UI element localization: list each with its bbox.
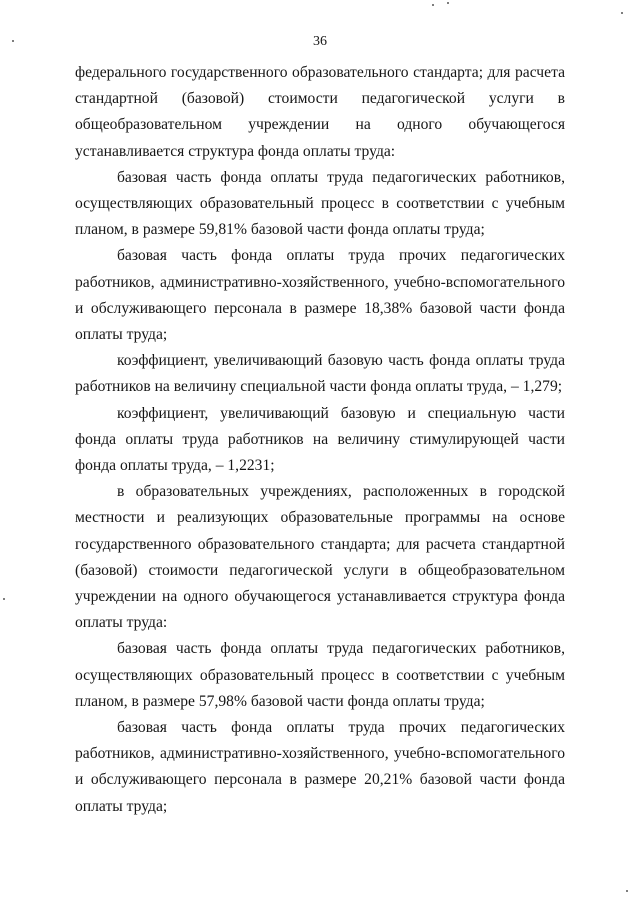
scan-speck	[3, 598, 5, 600]
paragraph-continuation: федерального государственного образовательного стандарта; для расчета стандартной (базовой) стоимости педагогической услуги в общеобразовательном учреждении на одного обучающегося устанавливается структура фонда оплаты труда:	[75, 64, 565, 160]
scan-speck	[12, 40, 14, 42]
paragraph: в образовательных учреждениях, расположенных в городской местности и реализующих образовательные программы на основе государственного образовательного стандарта; для расчета стандартной (базовой) стоимости педагогической услуги в общеобразовательном учреждении на одного обучающегося устанавливается структура фонда оплаты труда:	[75, 483, 565, 632]
paragraph: базовая часть фонда оплаты труда прочих педагогических работников, административно-хозяйственного, учебно-вспомогательного и обслуживающего персонала в размере 20,21% базовой части фонда оплаты труда;	[75, 719, 565, 815]
scan-speck	[626, 890, 628, 892]
paragraph: базовая часть фонда оплаты труда педагогических работников, осуществляющих образовательный процесс в соответствии с учебным планом, в размере 59,81% базовой части фонда оплаты труда;	[75, 168, 565, 239]
paragraph: коэффициент, увеличивающий базовую часть фонда оплаты труда работников на величину специальной части фонда оплаты труда, – 1,279;	[75, 352, 565, 396]
document-body	[75, 60, 565, 820]
paragraph: базовая часть фонда оплаты труда педагогических работников, осуществляющих образовательный процесс в соответствии с учебным планом, в размере 57,98% базовой части фонда оплаты труда;	[75, 640, 565, 710]
scan-speck	[447, 2, 449, 4]
scan-speck	[432, 4, 434, 6]
paragraph: базовая часть фонда оплаты труда прочих педагогических работников, административно-хозяйственного, учебно-вспомогательного и обслуживающего персонала в размере 18,38% базовой части фонда оплаты труда;	[75, 247, 565, 344]
page-number: 36	[313, 34, 327, 49]
scan-speck	[621, 12, 623, 14]
paragraph: коэффициент, увеличивающий базовую и специальную части фонда оплаты труда работников на величину стимулирующей части фонда оплаты труда, – 1,2231;	[75, 404, 565, 475]
